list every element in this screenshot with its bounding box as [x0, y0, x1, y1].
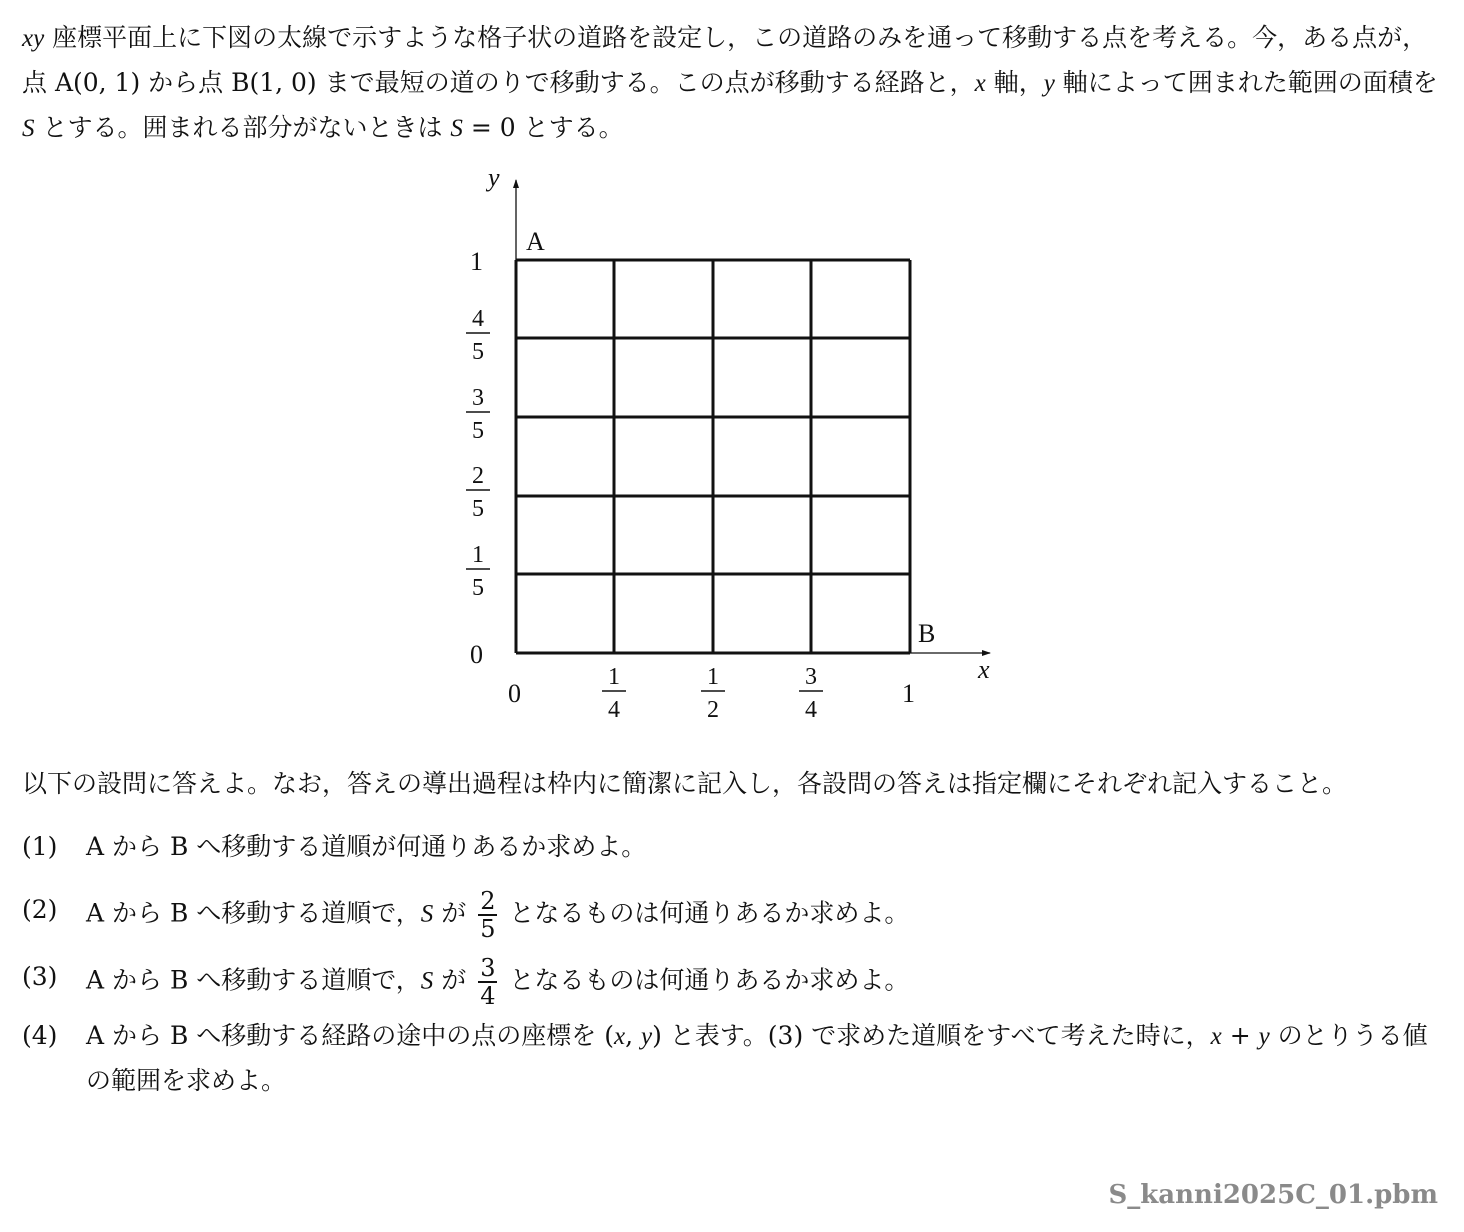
svg-text:5: 5: [472, 339, 484, 365]
fraction: $\frac{3}{4}$: [480, 954, 496, 1010]
svg-text:1: 1: [472, 542, 484, 568]
y-tick-1: 1: [470, 247, 483, 276]
y-tick-2-5: [466, 463, 490, 522]
x-tick-1-4: [602, 664, 626, 723]
x-axis-label: x: [978, 655, 990, 684]
question-text: A から B へ移動する道順で，S が $\frac{2}{5}$ となるものは何通りあるか求めよ。: [86, 887, 910, 943]
x-tick-1-2: [701, 664, 725, 723]
question-number: (4): [22, 1021, 58, 1050]
svg-text:4: 4: [472, 306, 484, 332]
point-a-label: A: [526, 227, 545, 256]
point-b-label: B: [918, 619, 936, 648]
svg-text:3: 3: [472, 385, 484, 411]
problem-intro: xy 座標平面上に下図の太線で示すような格子状の道路を設定し，この道路のみを通って移動する点を考える。今，ある点が，点 A(0, 1) から点 B(1, 0) まで最短の道のりで移動する。この点が移動する経路と，x 軸，y 軸によって囲まれた範囲の面積を S とする。囲まれる部分がないときは S = 0 とする。: [22, 23, 1438, 142]
y-tick-1-5: [466, 542, 490, 601]
fraction: $\frac{2}{5}$: [480, 887, 496, 943]
x-origin-label: 0: [508, 679, 521, 708]
svg-text:3: 3: [805, 664, 817, 690]
svg-text:4: 4: [608, 697, 620, 723]
svg-text:5: 5: [472, 418, 484, 444]
svg-text:2: 2: [472, 463, 484, 489]
question-text: A から B へ移動する道順が何通りあるか求めよ。: [86, 832, 647, 861]
y-tick-3-5: [466, 385, 490, 444]
svg-text:1: 1: [707, 664, 719, 690]
question-number: (1): [22, 832, 58, 861]
question-text: A から B へ移動する経路の途中の点の座標を (x, y) と表す。(3) で求めた道順をすべて考えた時に，x + y のとりうる値の範囲を求めよ。: [86, 1021, 1428, 1095]
y-origin-label: 0: [470, 640, 483, 669]
y-tick-4-5: [466, 306, 490, 365]
svg-text:2: 2: [707, 697, 719, 723]
svg-text:5: 5: [472, 496, 484, 522]
question-number: (3): [22, 962, 58, 991]
question-number: (2): [22, 895, 58, 924]
instruction-text: 以下の設問に答えよ。なお，答えの導出過程は枠内に簡潔に記入し，各設問の答えは指定欄にそれぞれ記入すること。: [22, 769, 1348, 798]
x-tick-3-4: [799, 664, 823, 723]
svg-text:5: 5: [472, 575, 484, 601]
road-grid: [516, 260, 910, 653]
svg-text:4: 4: [805, 697, 817, 723]
svg-text:1: 1: [608, 664, 620, 690]
question-text: A から B へ移動する道順で，S が $\frac{3}{4}$ となるものは何通りあるか求めよ。: [86, 954, 910, 1010]
file-name-footer: S_kanni2025C_01.pbm: [1108, 1180, 1438, 1210]
math-xy: xy: [22, 25, 45, 52]
x-tick-1: 1: [902, 679, 915, 708]
y-axis-label: y: [488, 163, 500, 192]
